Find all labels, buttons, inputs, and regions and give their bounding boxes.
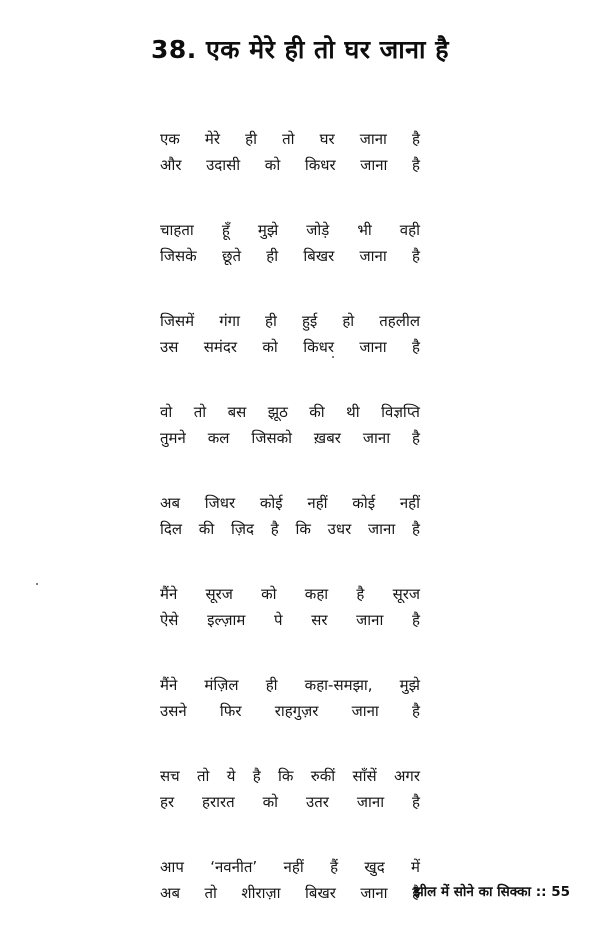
poem-line: जिसके छूते ही बिखर जाना है: [160, 247, 420, 265]
poem-line: हर हरारत को उतर जाना है: [160, 793, 420, 811]
poem-line: दिल की ज़िद है कि उधर जाना है: [160, 520, 420, 538]
stanza: [160, 854, 420, 906]
stanza: [160, 672, 420, 724]
poem-line: वो तो बस झूठ की थी विज्ञप्ति: [160, 403, 420, 421]
poem-line: चाहता हूँ मुझे जोड़े भी वही: [160, 221, 420, 239]
paper-speck: [332, 356, 334, 358]
poem-body: [160, 126, 420, 945]
poem-line: जिसमें गंगा ही हुई हो तहलील: [160, 312, 420, 330]
poem-line: एक मेरे ही तो घर जाना है: [160, 130, 420, 148]
stanza: [160, 217, 420, 269]
page-footer: झील में सोने का सिक्का :: 55: [413, 884, 570, 900]
stanza: [160, 490, 420, 542]
poem-line: अब तो शीराज़ा बिखर जाना है: [160, 884, 420, 902]
poem-title: 38. एक मेरे ही तो घर जाना है: [150, 35, 450, 64]
stanza: [160, 126, 420, 178]
poem-line: सच तो ये है कि रुकीं साँसें अगर: [160, 767, 420, 785]
poem-line: मैंने सूरज को कहा है सूरज: [160, 585, 420, 603]
poem-line: और उदासी को किधर जाना है: [160, 156, 420, 174]
poem-line: उस समंदर को किधर जाना है: [160, 338, 420, 356]
stanza: [160, 308, 420, 360]
poem-line: मैंने मंज़िल ही कहा-समझा, मुझे: [160, 676, 420, 694]
stanza: [160, 399, 420, 451]
poem-line: ऐसे इल्ज़ाम पे सर जाना है: [160, 611, 420, 629]
stanza: [160, 763, 420, 815]
poem-line: आप ‘नवनीत’ नहीं हैं खुद में: [160, 858, 420, 876]
poem-line: तुमने कल जिसको ख़बर जाना है: [160, 429, 420, 447]
poem-line: उसने फिर राहगुज़र जाना है: [160, 702, 420, 720]
stanza: [160, 581, 420, 633]
poem-line: अब जिधर कोई नहीं कोई नहीं: [160, 494, 420, 512]
paper-speck: [36, 583, 38, 585]
